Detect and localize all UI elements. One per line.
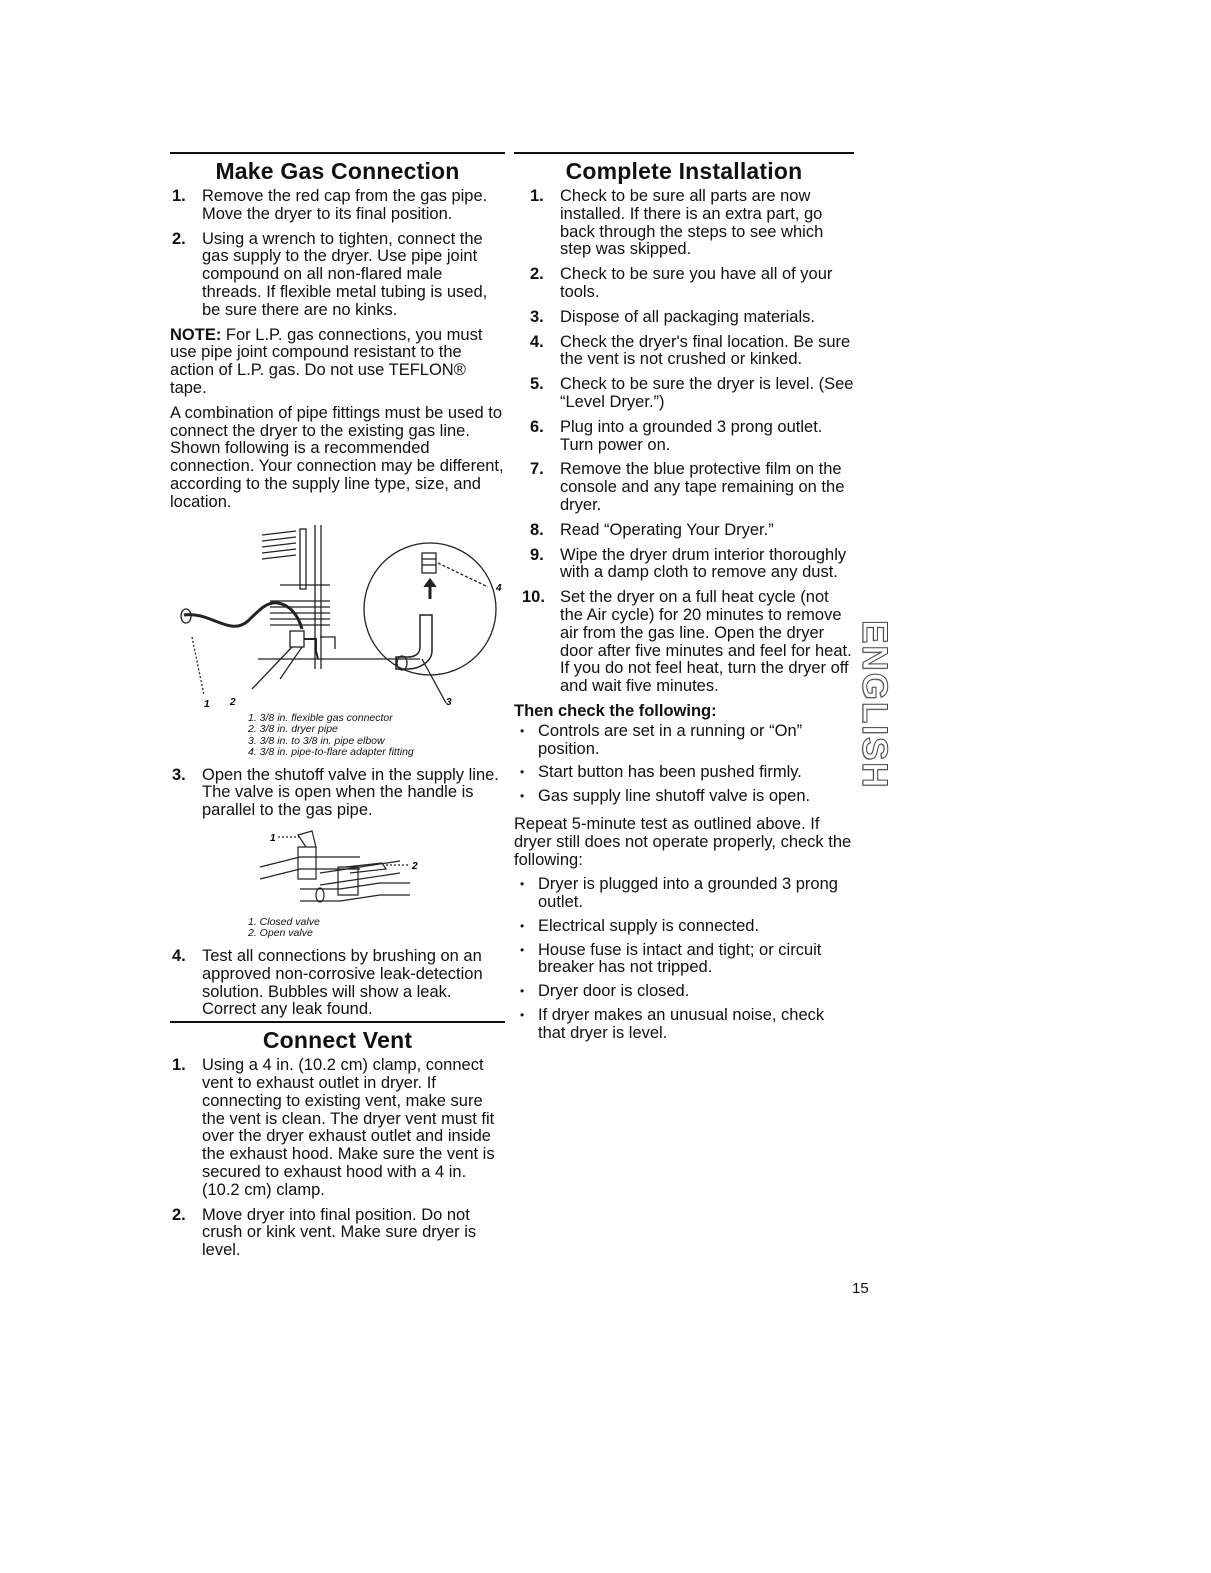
caption-4: 4. 3/8 in. pipe-to-flare adapter fitting <box>248 746 414 759</box>
language-side-tab <box>852 618 898 788</box>
list-item <box>528 266 854 302</box>
combination-paragraph: A combination of pipe fittings must be used to connect the dryer to the existing gas line. Shown following is a recommended connection. Your connection may be different, according to the supply line type, size, and location. <box>170 403 504 511</box>
list-item <box>528 376 854 412</box>
list-item <box>528 522 854 540</box>
list-item: • Dryer door is closed. <box>514 983 854 1001</box>
valve-callout-1: 1 <box>270 832 276 844</box>
check-list <box>514 723 854 806</box>
callout-4: 4 <box>496 582 502 594</box>
complete-installation-heading: Complete Installation <box>565 158 803 184</box>
list-item: • House fuse is intact and tight; or circuit breaker has not tripped. <box>514 942 854 978</box>
step-text: Check to be sure the dryer is level. (See “Level Dryer.”) <box>560 375 854 411</box>
caption-3: 3. 3/8 in. to 3/8 in. pipe elbow <box>248 734 385 747</box>
list-item <box>170 767 505 820</box>
gas-steps-list-cont2 <box>170 948 505 1019</box>
step-text: Check the dryer's final location. Be sure the vent is not crushed or kinked. <box>560 332 851 369</box>
note-paragraph <box>170 327 505 398</box>
callout-1: 1 <box>204 698 210 710</box>
step-number: 9. <box>530 545 544 564</box>
step-number: 1. <box>530 187 544 205</box>
gas-steps-list-cont <box>170 767 505 820</box>
list-item: • Dryer is plugged into a grounded 3 prong outlet. <box>514 876 854 912</box>
step-text: Using a 4 in. (10.2 cm) clamp, connect vent to exhaust outlet in dryer. If connecting to existing vent, make sure the vent is clean. The dryer vent must fit over the dryer exhaust outlet and inside the exhaust hood. Make sure the vent is secured to exhaust hood with a 4 in. (10.2 cm) clamp. <box>202 1056 495 1199</box>
list-item: • Gas supply line shutoff valve is open. <box>514 788 854 806</box>
callout-3: 3 <box>446 696 452 708</box>
note-text: For L.P. gas connections, you must use pipe joint compound resistant to the action of L.P. gas. Do not use TEFLON® tape. <box>170 325 483 397</box>
left-column <box>170 152 505 1267</box>
gas-connection-illustration <box>170 519 505 715</box>
step-number: 5. <box>530 375 544 394</box>
step-text: Wipe the dryer drum interior thoroughly with a damp cloth to remove any dust. <box>560 545 847 582</box>
list-item: • Electrical supply is connected. <box>514 918 854 936</box>
connect-vent-heading: Connect Vent <box>262 1027 413 1054</box>
step-number: 3. <box>530 307 544 326</box>
step-text: Remove the red cap from the gas pipe. Move the dryer to its final position. <box>202 187 488 223</box>
list-item <box>528 461 854 514</box>
step-number: 2. <box>172 229 186 248</box>
right-column <box>514 152 854 1051</box>
step-text: Set the dryer on a full heat cycle (not the Air cycle) for 20 minutes to remove air from the gas line. Open the dryer door after five minutes and feel for heat. If you do not feel heat, turn the dryer off and wait five minutes. <box>560 588 852 696</box>
caption-open-valve: 2. Open valve <box>248 927 313 940</box>
figure-captions <box>170 713 505 759</box>
list-item <box>522 588 854 696</box>
list-item <box>528 419 854 455</box>
step-number: 3. <box>172 765 186 784</box>
list-item <box>170 231 505 320</box>
connect-vent-section <box>170 1021 505 1260</box>
vent-steps-list <box>170 1057 505 1260</box>
step-number: 4. <box>172 946 186 965</box>
list-item: • Start button has been pushed firmly. <box>514 764 854 782</box>
language-tab-label: ENGLISH <box>855 620 894 790</box>
step-text: Remove the blue protective film on the console and any tape remaining on the dryer. <box>560 460 845 514</box>
step-text: Dispose of all packaging materials. <box>560 307 815 326</box>
caption-1: 1. 3/8 in. flexible gas connector <box>248 711 393 724</box>
step-text: Move dryer into final position. Do not crush or kink vent. Make sure dryer is level. <box>202 1205 477 1260</box>
callout-2: 2 <box>230 696 236 708</box>
list-item <box>170 188 505 224</box>
check-heading: Then check the following: <box>514 701 717 720</box>
installation-steps-list <box>522 187 854 696</box>
step-text: Check to be sure all parts are now installed. If there is an extra part, go back through the steps to see which step was skipped. <box>560 187 824 259</box>
step-text: Using a wrench to tighten, connect the gas supply to the dryer. Use pipe joint compound on all non-flared male threads. If flexible metal tubing is used, be sure there are no kinks. <box>202 229 488 319</box>
step-number: 2. <box>530 265 544 284</box>
list-item <box>528 309 854 327</box>
step-text: Open the shutoff valve in the supply line. The valve is open when the handle is parallel to the gas pipe. <box>202 765 499 820</box>
step-number: 1. <box>172 187 186 205</box>
page-number: 15 <box>852 1280 869 1297</box>
list-item <box>528 188 854 259</box>
list-item: • Controls are set in a running or “On” position. <box>514 723 854 759</box>
list-item <box>170 1057 505 1199</box>
step-text: Read “Operating Your Dryer.” <box>560 520 774 539</box>
step-text: Plug into a grounded 3 prong outlet. Turn power on. <box>560 417 823 454</box>
repeat-paragraph: Repeat 5-minute test as outlined above. If dryer still does not operate properly, check the following: <box>514 814 852 869</box>
list-item <box>528 334 854 370</box>
step-number: 4. <box>530 332 544 351</box>
make-gas-connection-heading: Make Gas Connection <box>215 158 460 184</box>
gas-steps-list <box>170 188 505 320</box>
valve-illustration <box>170 827 505 919</box>
final-check-list <box>514 876 854 1042</box>
list-item <box>170 1207 505 1260</box>
valve-captions <box>170 917 505 940</box>
step-number: 2. <box>172 1205 186 1224</box>
list-item <box>170 948 505 1019</box>
step-number: 10. <box>522 588 545 607</box>
valve-figure <box>170 827 505 919</box>
list-item <box>528 547 854 583</box>
caption-closed-valve: 1. Closed valve <box>248 915 320 928</box>
step-number: 8. <box>530 520 544 539</box>
step-text: Test all connections by brushing on an approved non-corrosive leak-detection solution. Bubbles will show a leak. Correct any leak found. <box>202 946 483 1019</box>
step-text: Check to be sure you have all of your tools. <box>560 265 833 301</box>
note-label: NOTE: <box>170 325 222 344</box>
gas-connection-figure <box>170 519 505 715</box>
step-number: 7. <box>530 460 544 479</box>
step-number: 1. <box>172 1056 186 1075</box>
list-item: • If dryer makes an unusual noise, check that dryer is level. <box>514 1007 854 1043</box>
valve-callout-2: 2 <box>412 860 418 872</box>
caption-2: 2. 3/8 in. dryer pipe <box>248 723 338 736</box>
step-number: 6. <box>530 417 544 436</box>
